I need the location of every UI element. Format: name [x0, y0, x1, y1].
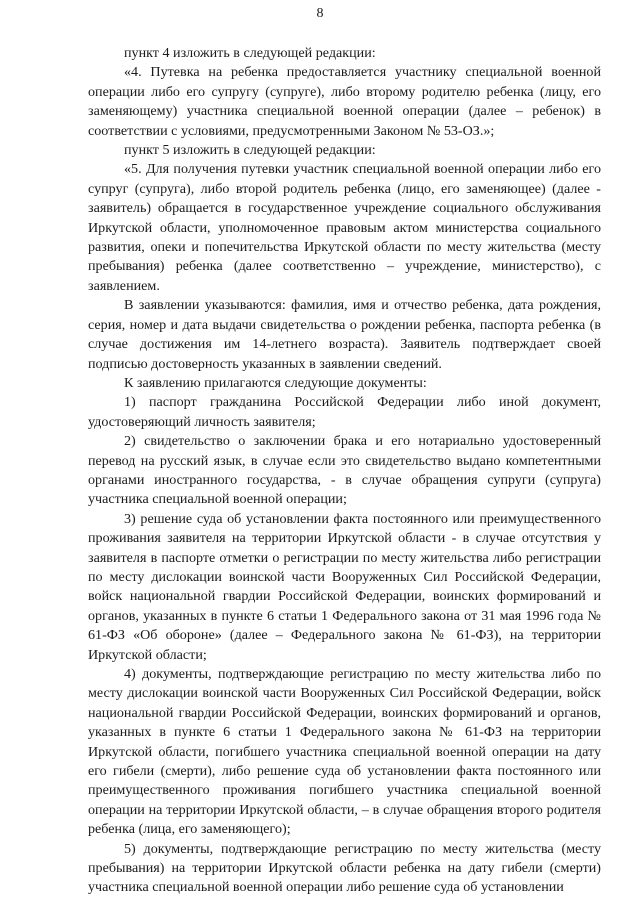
- paragraph-item-5-text: «5. Для получения путевки участник специальной военной операции либо его супруг (супруга), либо второй родитель ребенка (лицо, его заменяющее) (далее - заявитель) обращается в государственное учреждение социального обслуживания Иркутской области, уполномоченное правовым актом министерства социального развития, опеки и попечительства Иркутской области по месту жительства (месту пребывания) ребенка (далее соответственно – учреждение, министерство), с заявлением.: [88, 161, 601, 294]
- list-item-document-3: 3) решение суда об установлении факта постоянного или преимущественного проживания заявителя на территории Иркутской области - в случае отсутствия у заявителя в паспорте отметки о регистрации по месту жительства либо регистрации по месту дислокации воинской части Вооруженных Сил Российской Федерации, войск национальной гвардии Российской Федерации, воинских формирований и органов, указанных в пункте 6 статьи 1 Федерального закона от 31 мая 1996 года № 61-ФЗ «Об обороне» (далее – Федерального закона № 61-ФЗ), на территории Иркутской области;: [88, 510, 601, 663]
- paragraph-documents-intro: К заявлению прилагаются следующие документы:: [124, 374, 427, 391]
- list-item-document-4: 4) документы, подтверждающие регистрацию по месту жительства либо по месту дислокации воинской части Вооруженных Сил Российской Федерации, войск национальной гвардии Российской Федерации, воинских формирований и органов, указанных в пункте 6 статьи 1 Федерального закона № 61-ФЗ на территории Иркутской области, погибшего участника специальной военной операции на дату его гибели (смерти), либо решение суда об установлении факта постоянного или преимущественного проживания погибшего участника специальной военной операции на территории Иркутской области, – в случае обращения второго родителя ребенка (лица, его заменяющего);: [88, 666, 601, 838]
- paragraph-item-5-intro: пункт 5 изложить в следующей редакции:: [124, 142, 376, 159]
- page-number: 8: [316, 6, 324, 21]
- paragraph-item-4-text: «4. Путевка на ребенка предоставляется участнику специальной военной операции либо его супругу (супруге), либо второму родителю ребенка (лицу, его заменяющему) участника специальной военной операции (далее – ребенок) в соответствии с условиями, предусмотренными Законом № 53-ОЗ.»;: [88, 64, 601, 139]
- document-body: [88, 44, 601, 898]
- list-item-document-5: 5) документы, подтверждающие регистрацию по месту жительства (месту пребывания) на территории Иркутской области ребенка на дату гибели (смерти) участника специальной военной операции либо решение суда об установлении: [88, 840, 601, 896]
- list-item-document-1: 1) паспорт гражданина Российской Федерации либо иной документ, удостоверяющий личность заявителя;: [88, 394, 601, 430]
- list-item-document-2: 2) свидетельство о заключении брака и его нотариально удостоверенный перевод на русский язык, в случае если это свидетельство выдано компетентными органами иностранного государства, - в случае обращения супруги (супруга) участника специальной военной операции;: [88, 433, 601, 508]
- paragraph-item-4-intro: пункт 4 изложить в следующей редакции:: [124, 45, 376, 61]
- paragraph-application-contents: В заявлении указываются: фамилия, имя и отчество ребенка, дата рождения, серия, номер и дата выдачи свидетельства о рождении ребенка, паспорта ребенка (в случае достижения им 14-летнего возраста). Заявитель подтверждает своей подписью достоверность указанных в заявлении сведений.: [88, 297, 601, 372]
